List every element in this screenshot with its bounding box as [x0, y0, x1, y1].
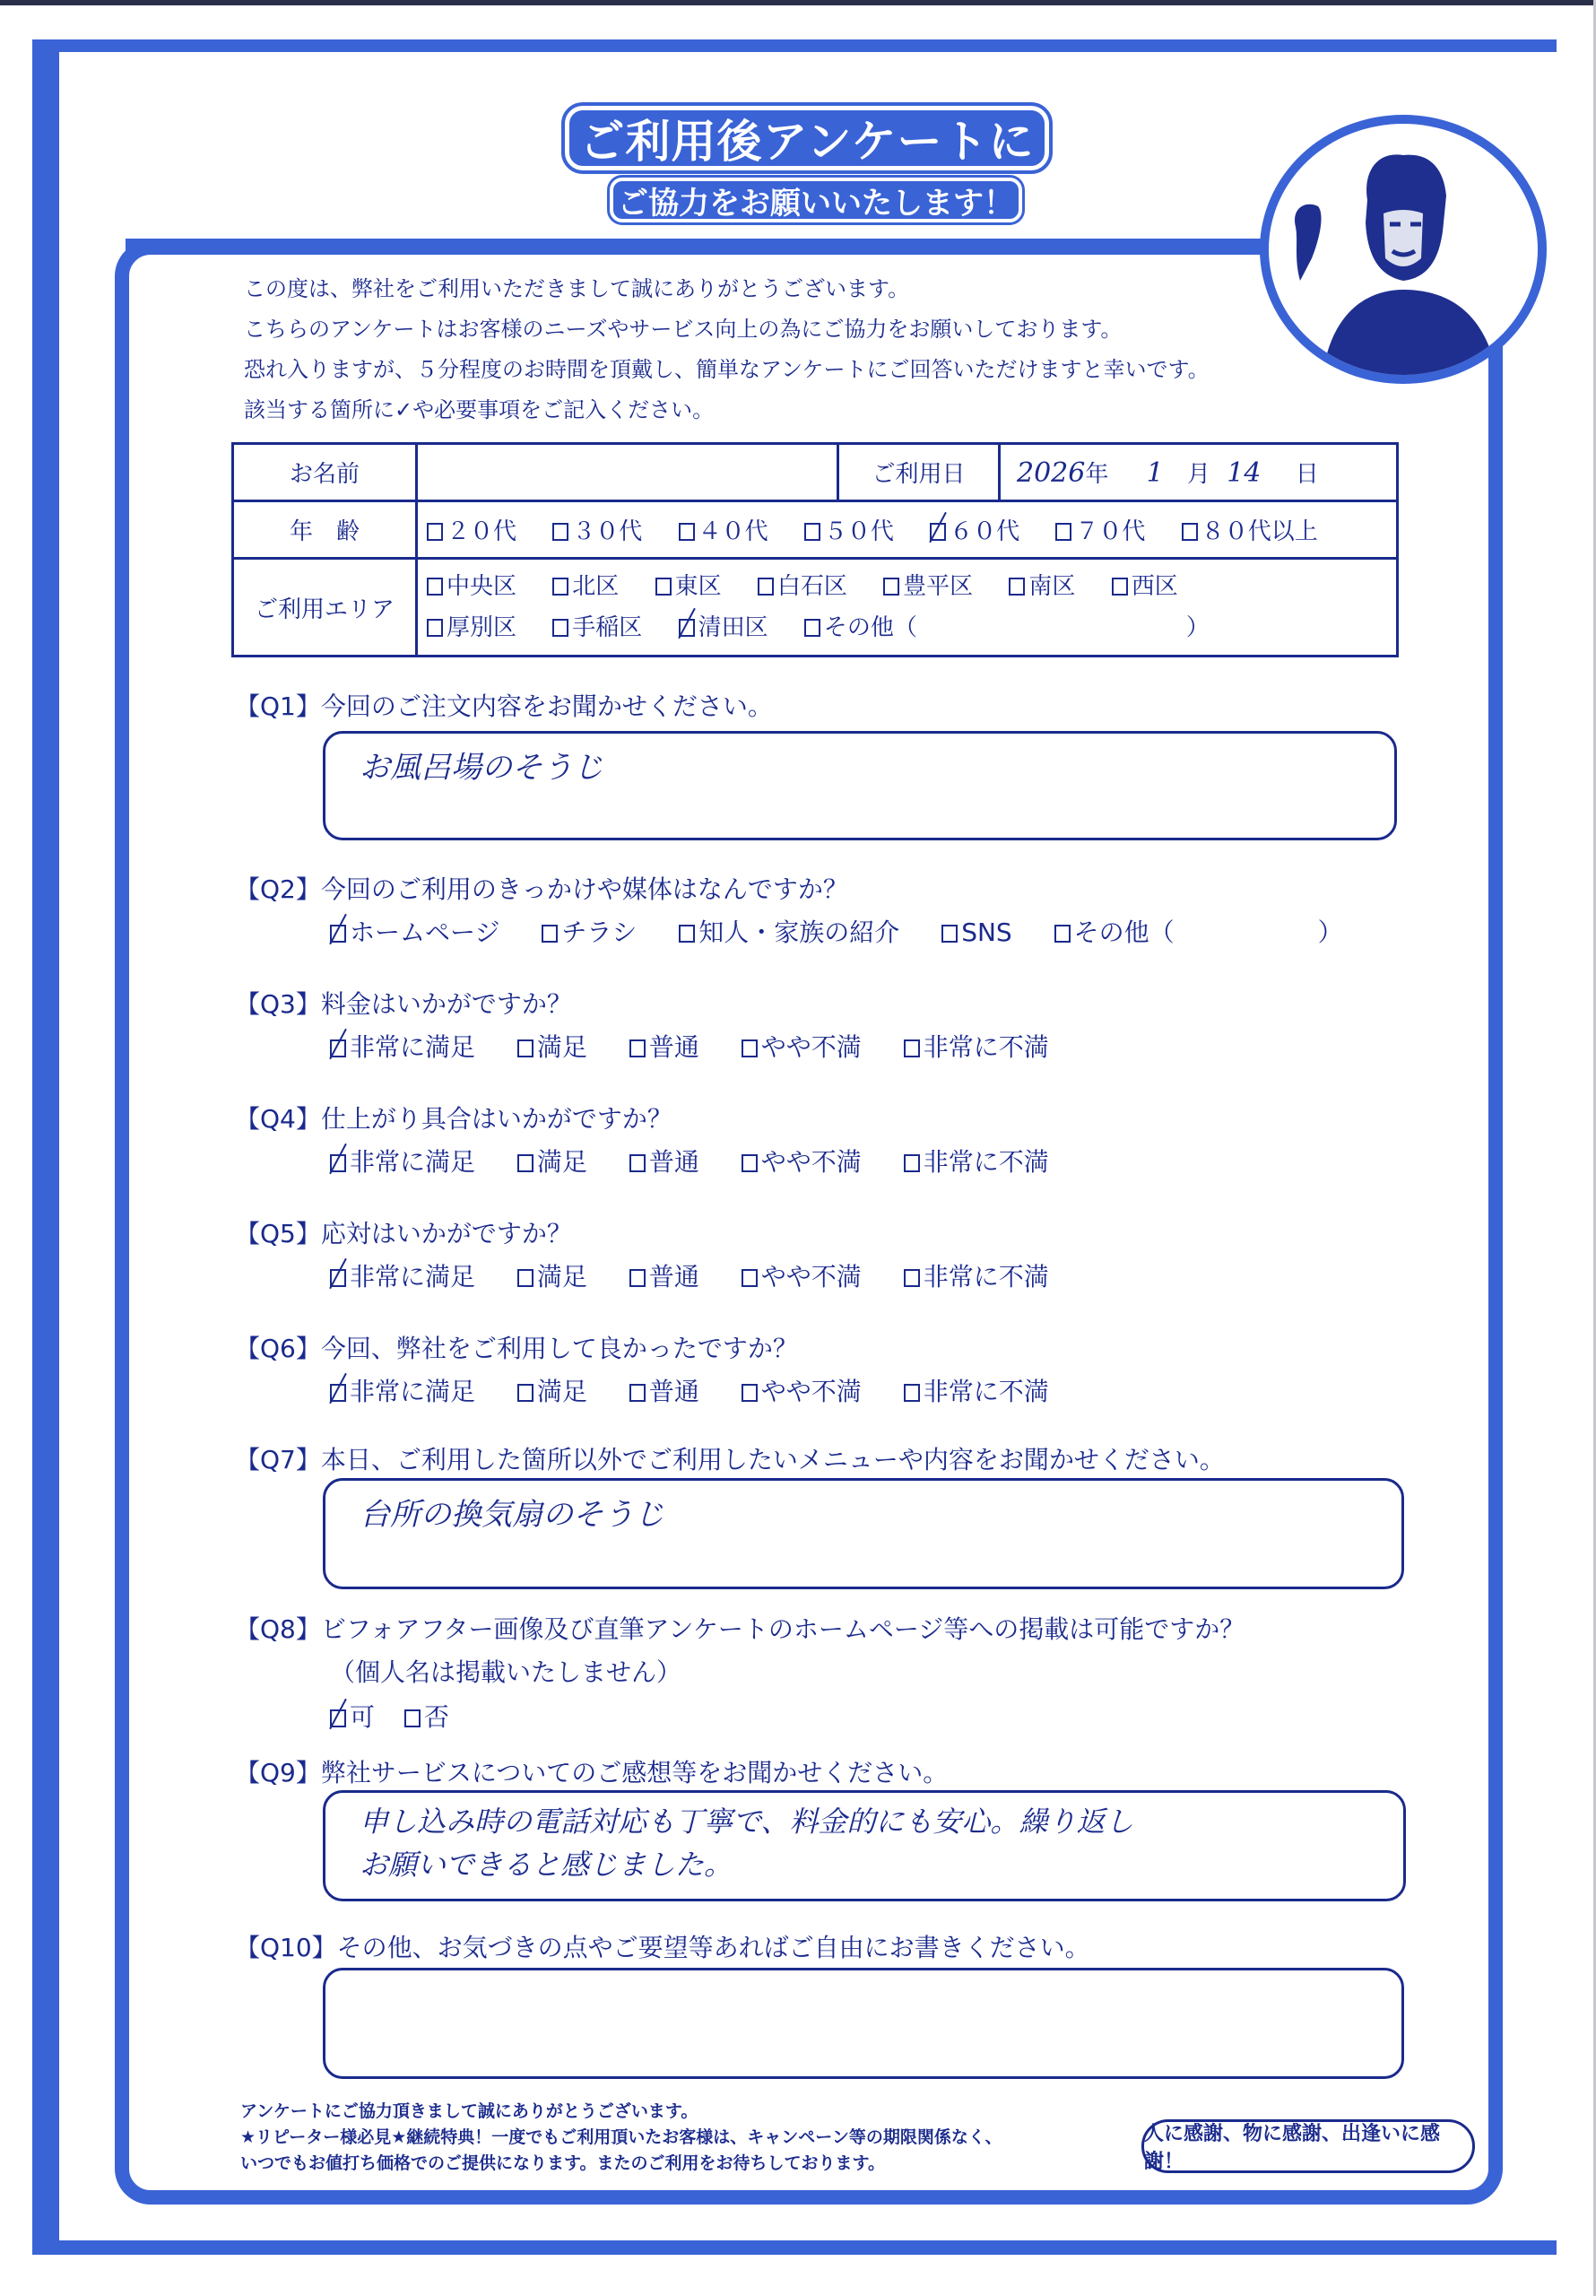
checkbox[interactable]	[758, 578, 774, 596]
name-field[interactable]	[417, 444, 838, 501]
checkbox[interactable]	[1009, 578, 1025, 596]
date-year: 2026	[1017, 457, 1086, 489]
checkbox-checked[interactable]	[330, 1154, 346, 1172]
q5-label: 【Q5】応対はいかがですか？	[235, 1219, 572, 1248]
q9-label: 【Q9】弊社サービスについてのご感想等をお聞かせください。	[235, 1758, 949, 1787]
checkbox-checked[interactable]	[330, 925, 346, 943]
q4-option-somewhat-dissatisfied[interactable]: やや不満	[742, 1143, 862, 1178]
age-option-20s[interactable]: ２０代	[427, 513, 516, 546]
area-option-shiroishi[interactable]: 白石区	[758, 566, 847, 607]
checkbox[interactable]	[742, 1154, 758, 1172]
q3-option-very-satisfied[interactable]: 非常に満足	[330, 1028, 475, 1064]
intro-line-2: こちらのアンケートはお客様のニーズやサービス向上の為にご協力をお願いしております。	[244, 317, 1123, 342]
q2-option-flyer[interactable]: チラシ	[542, 913, 637, 949]
checkbox[interactable]	[542, 925, 558, 943]
q2-option-other[interactable]: その他（ ）	[1054, 913, 1343, 949]
q5-option-satisfied[interactable]: 満足	[517, 1257, 587, 1293]
checkbox[interactable]	[742, 1039, 758, 1057]
checkbox[interactable]	[655, 578, 672, 596]
q6-option-very-satisfied[interactable]: 非常に満足	[330, 1372, 475, 1408]
month-unit: 月	[1187, 461, 1211, 488]
checkbox[interactable]	[552, 578, 568, 596]
q4-option-neutral[interactable]: 普通	[629, 1143, 699, 1178]
q2-option-sns[interactable]: SNS	[941, 918, 1012, 947]
age-label: 年 齢	[233, 501, 417, 559]
q4-options	[330, 1143, 1083, 1178]
checkbox-checked[interactable]	[330, 1709, 346, 1727]
intro-line-4: 該当する箇所に✓や必要事項をご記入ください。	[244, 397, 715, 422]
year-unit: 年	[1085, 461, 1109, 488]
checkbox[interactable]	[517, 1039, 533, 1057]
footer-line-3: いつでもお値打ち価格でのご提供になります。またのご利用をお待ちしております。	[240, 2153, 885, 2173]
q4-option-satisfied[interactable]: 満足	[517, 1143, 587, 1178]
checkbox[interactable]	[1182, 523, 1198, 541]
age-option-50s[interactable]: ５０代	[804, 513, 894, 546]
q2-label: 【Q2】今回のご利用のきっかけや媒体はなんですか？	[235, 874, 848, 904]
motto-badge: 人に感謝、物に感謝、出逢いに感謝！	[1141, 2119, 1475, 2173]
q1-label: 【Q1】今回のご注文内容をお聞かせください。	[235, 691, 773, 721]
q4-option-very-satisfied[interactable]: 非常に満足	[330, 1143, 475, 1178]
area-option-toyohira[interactable]: 豊平区	[883, 566, 973, 607]
day-unit: 日	[1295, 461, 1319, 488]
q9-answer-box[interactable]	[323, 1790, 1406, 1901]
area-option-kita[interactable]: 北区	[552, 566, 619, 607]
checkbox[interactable]	[629, 1269, 646, 1287]
q8-option-yes[interactable]: 可	[330, 1698, 375, 1734]
checkbox[interactable]	[1054, 925, 1071, 943]
checkbox[interactable]	[517, 1384, 533, 1402]
q6-option-neutral[interactable]: 普通	[629, 1372, 699, 1408]
checkbox[interactable]	[941, 925, 958, 943]
area-option-minami[interactable]: 南区	[1009, 566, 1075, 607]
checkbox[interactable]	[904, 1154, 920, 1172]
age-option-80s-plus[interactable]: ８０代以上	[1182, 513, 1318, 546]
checkbox[interactable]	[679, 925, 695, 943]
q1-answer-box[interactable]	[323, 731, 1397, 840]
q5-option-somewhat-dissatisfied[interactable]: やや不満	[742, 1257, 862, 1293]
checkbox[interactable]	[552, 619, 568, 637]
q6-options	[330, 1372, 1083, 1408]
q5-option-very-dissatisfied[interactable]: 非常に不満	[904, 1257, 1049, 1293]
checkbox[interactable]	[804, 619, 820, 637]
age-option-70s[interactable]: ７０代	[1055, 513, 1145, 546]
q2-option-referral[interactable]: 知人・家族の紹介	[679, 913, 899, 949]
checkbox[interactable]	[1112, 578, 1128, 596]
checkbox[interactable]	[804, 523, 820, 541]
footer-line-2: ★リピーター様必見★継続特典！一度でもご利用頂いたお客様は、キャンペーン等の期限関係なく、	[240, 2127, 1002, 2147]
checkbox[interactable]	[904, 1384, 920, 1402]
q6-option-very-dissatisfied[interactable]: 非常に不満	[904, 1372, 1049, 1408]
checkbox[interactable]	[404, 1709, 421, 1727]
q8-options	[330, 1698, 483, 1734]
age-option-60s[interactable]: ６０代	[930, 513, 1019, 546]
checkbox-checked[interactable]	[930, 523, 946, 541]
q7-answer-text: 台所の換気扇のそうじ	[360, 1497, 664, 1533]
name-label: お名前	[233, 444, 417, 501]
checkbox-checked[interactable]	[330, 1384, 346, 1402]
area-option-chuo[interactable]: 中央区	[427, 566, 516, 607]
checkbox[interactable]	[742, 1269, 758, 1287]
q6-option-somewhat-dissatisfied[interactable]: やや不満	[742, 1372, 862, 1408]
age-option-40s[interactable]: ４０代	[679, 513, 768, 546]
q4-option-very-dissatisfied[interactable]: 非常に不満	[904, 1143, 1049, 1178]
page-title: ご利用後アンケートに	[565, 106, 1049, 170]
checkbox[interactable]	[427, 578, 443, 596]
scan-top-edge	[0, 0, 1596, 5]
q3-option-somewhat-dissatisfied[interactable]: やや不満	[742, 1028, 862, 1064]
intro-line-1: この度は、弊社をご利用いただきまして誠にありがとうございます。	[244, 276, 910, 301]
checkbox-checked[interactable]	[330, 1269, 346, 1287]
footer-text	[240, 2099, 1002, 2177]
checkbox[interactable]	[904, 1039, 920, 1057]
q8-label: 【Q8】ビフォアフター画像及び直筆アンケートのホームページ等への掲載は可能ですか？	[235, 1614, 1245, 1644]
q10-answer-box[interactable]	[323, 1968, 1404, 2079]
q5-options	[330, 1257, 1083, 1293]
intro-text	[244, 269, 1320, 430]
date-field[interactable]	[1000, 444, 1398, 501]
q4-label: 【Q4】仕上がり具合はいかがですか？	[235, 1104, 672, 1134]
q3-option-very-dissatisfied[interactable]: 非常に不満	[904, 1028, 1049, 1064]
q5-option-neutral[interactable]: 普通	[629, 1257, 699, 1293]
area-option-other[interactable]: その他（ ）	[804, 607, 1210, 648]
date-month: 1	[1146, 457, 1164, 489]
q3-options	[330, 1028, 1083, 1064]
customer-info-table	[231, 442, 1399, 657]
checkbox-checked[interactable]	[679, 619, 695, 637]
q3-label: 【Q3】料金はいかがですか？	[235, 989, 572, 1019]
date-day: 14	[1227, 457, 1262, 489]
checkbox[interactable]	[742, 1384, 758, 1402]
area-option-higashi[interactable]: 東区	[655, 566, 722, 607]
checkbox[interactable]	[679, 523, 695, 541]
checkbox[interactable]	[883, 578, 899, 596]
q9-answer-line-1: 申し込み時の電話対応も丁寧で、料金的にも安心。繰り返し	[360, 1805, 1134, 1839]
checkbox[interactable]	[427, 523, 443, 541]
checkbox[interactable]	[629, 1154, 646, 1172]
q8-option-no[interactable]: 否	[404, 1698, 449, 1734]
q10-label: 【Q10】その他、お気づきの点やご要望等あればご自由にお書きください。	[235, 1933, 1090, 1962]
age-option-30s[interactable]: ３０代	[552, 513, 642, 546]
checkbox[interactable]	[904, 1269, 920, 1287]
q3-option-neutral[interactable]: 普通	[629, 1028, 699, 1064]
area-label: ご利用エリア	[233, 559, 417, 657]
date-label: ご利用日	[838, 444, 1000, 501]
q3-option-satisfied[interactable]: 満足	[517, 1028, 587, 1064]
area-option-teine[interactable]: 手稲区	[552, 607, 642, 648]
checkbox[interactable]	[517, 1154, 533, 1172]
q9-answer-line-2: お願いできると感じました。	[360, 1848, 733, 1882]
checkbox[interactable]	[517, 1269, 533, 1287]
area-option-atsubetsu[interactable]: 厚別区	[427, 607, 516, 648]
q6-label: 【Q6】今回、弊社をご利用して良かったですか？	[235, 1334, 798, 1363]
footer-line-1: アンケートにご協力頂きまして誠にありがとうございます。	[240, 2101, 698, 2121]
area-option-nishi[interactable]: 西区	[1112, 566, 1178, 607]
area-options	[417, 559, 1398, 657]
intro-line-3: 恐れ入りますが、５分程度のお時間を頂戴し、簡単なアンケートにご回答いただけますと幸いです。	[244, 357, 1210, 382]
q6-option-satisfied[interactable]: 満足	[517, 1372, 587, 1408]
checkbox[interactable]	[629, 1384, 646, 1402]
checkbox-checked[interactable]	[330, 1039, 346, 1057]
q7-label: 【Q7】本日、ご利用した箇所以外でご利用したいメニューや内容をお聞かせください。	[235, 1445, 1225, 1474]
checkbox[interactable]	[1055, 523, 1071, 541]
q5-option-very-satisfied[interactable]: 非常に満足	[330, 1257, 475, 1293]
checkbox[interactable]	[552, 523, 568, 541]
checkbox[interactable]	[629, 1039, 646, 1057]
q8-note: （個人名は掲載いたしません）	[330, 1657, 682, 1687]
q7-answer-box[interactable]	[323, 1478, 1404, 1589]
checkbox[interactable]	[427, 619, 443, 637]
q1-answer-text: お風呂場のそうじ	[360, 750, 603, 786]
page-subtitle: ご協力をお願いいたします！	[610, 178, 1022, 222]
age-options	[417, 501, 1398, 559]
area-option-kiyota[interactable]: 清田区	[679, 607, 768, 648]
q2-options	[330, 913, 1377, 949]
q2-option-homepage[interactable]: ホームページ	[330, 913, 499, 949]
